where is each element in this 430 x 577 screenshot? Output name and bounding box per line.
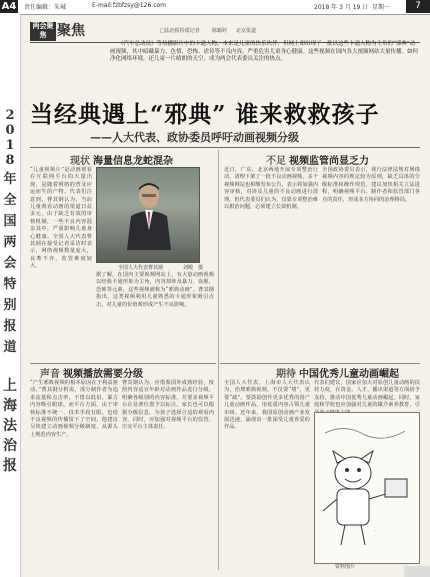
editor-email: E-mail:fzbfzsy@126.com xyxy=(92,2,167,9)
headline: 当经典遇上“邪典” 谁来救救孩子 xyxy=(30,101,380,128)
article-column-1: “儿童视频片”是动画观看在互联网平台的大量出现，是随着网络的普及应运而生的产物。代表们注意到，曹其钢认为，当前儿童观看动画的渠道日益多元，由于缺乏有效的审核机制，一些不良内容混杂其中，严重影响儿童身心健康。全国人大代表曹其钢在接受记者采访时表示，网络视频数量庞大，良莠不齐，监管难度较大。 xyxy=(30,167,92,270)
newspaper-logo-char: 治 xyxy=(3,438,17,454)
cartoon-illustration xyxy=(314,412,420,564)
subheadline: ——人大代表、政协委员呼吁动画视频分级 xyxy=(90,131,299,144)
side-banner-char: 0 xyxy=(5,123,15,138)
side-banner-char: 别 xyxy=(3,298,17,313)
side-banner-char: 道 xyxy=(3,340,17,355)
person-figure xyxy=(123,180,175,250)
section-divider-right xyxy=(220,363,420,364)
page-number: A4 xyxy=(1,1,17,12)
column-divider xyxy=(218,150,219,570)
article-column-6: 近日，广东、北京两地开展专项整治行动，清理下架了一批不良动画视频。多个视频网站也相继发布公告，表示将加强内容审核，对涉及儿童的不良动画进行清理。但代表委员们认为，仅靠专项整治难以根治问题，必须建立长效机制。 xyxy=(224,167,318,211)
side-banner-char: 国 xyxy=(3,214,17,229)
section-divider-left xyxy=(30,363,216,364)
photo-caption: 全国人大代表曹其钢 刘殿 摄 xyxy=(118,265,204,271)
delegate-photo xyxy=(96,167,200,263)
side-banner-char: 全 xyxy=(3,193,17,208)
headline-divider xyxy=(30,147,420,148)
section-label-box xyxy=(30,22,56,41)
editor-label: 责任编辑：朱城 xyxy=(24,4,67,11)
side-banner-char: 会 xyxy=(3,256,17,271)
cartoon-figure xyxy=(315,413,419,563)
page-folio: 7 xyxy=(406,0,430,13)
newspaper-logo-char: 法 xyxy=(3,418,17,434)
article-column-4: “产生邪典视频的根本原因在于利益驱动。”曹其钢分析说，部分制作者为追求流量和点击率，不惜以低俗、暴力内容吸引眼球。而平台方面，由于审核标准不统一、技术手段有限，也给不良视频的传播留下了空间。他建议尽快建立动画视频分级制度，从源头上规范内容生产。 xyxy=(30,380,118,438)
side-banner-char: 年 xyxy=(3,172,17,187)
article-column-7: 全国政协委员表示，现行法律法规对网络视频内容的规定较为原则，缺乏具体的分级标准和操作规范。建议加快相关立法进程，明确视频平台、制作者和监管部门各自的责任，形成多方协同的治理格局。 xyxy=(322,167,420,203)
section-title-voice: 声音 视频播放需要分级 xyxy=(40,369,143,380)
reporter-name: 陈颖婷 xyxy=(212,28,228,34)
side-banner-char: 8 xyxy=(5,153,15,168)
article-column-9: 代表们建议，国家应加大对原创儿童动画的扶持力度，在资金、人才、播出渠道等方面给予支持，推动中国优秀儿童动画崛起。同时，家庭和学校也应加强对儿童的媒介素养教育，引 xyxy=(314,380,420,409)
intro-paragraph: 《汽车总动员》等热播影片中的卡通人物，本来是儿童的快乐伙伴，但网上却出现了一批以这些卡通人物为主角的“邪典”动画视频，其中暗藏暴力、色情、恐怖、虐待等不良内容，严重危害儿童身心健康。这些视频在国内各大视频网站大量传播。如何净化网络环境，还儿童一片晴朗的天空，成为两会代表委员关注的热点。 xyxy=(110,41,419,62)
section-title-expectation: 期待 中国优秀儿童动画崛起 xyxy=(276,369,399,380)
section-title: 聚焦 xyxy=(57,23,85,39)
article-column-2: 据了解，在国内主要视频网站上，有大量动画视频以经典卡通形象为主角，内容却涉及暴力、血腥、恐怖等元素，这些视频被称为“邪典动画”。曹其钢指出，这类视频利用儿童熟悉的卡通形象吸引点击，对儿童的价值观形成产生不良影响。 xyxy=(96,272,214,308)
side-banner-char: 报 xyxy=(3,319,17,334)
illustration-signature: · xyxy=(375,528,377,535)
side-banner-char: 2 xyxy=(5,108,15,123)
newspaper-logo-char: 上 xyxy=(3,378,17,394)
article-column-5: 曹其钢认为，应借鉴国外成熟经验，按照内容适宜年龄对动画作品进行分级，明确各级别的内容标准，并要求视频平台在显著位置予以标注。家长也可以根据分级信息，为孩子选择合适的观看内容。同时，应加强对视频平台的监管，压实平台主体责任。 xyxy=(122,380,214,431)
section-title-shortfall: 不足 视频监管尚显乏力 xyxy=(266,156,369,167)
illustration-caption: 资料图片 xyxy=(335,564,356,570)
page-corner xyxy=(404,566,430,577)
side-banner-char: 特 xyxy=(3,277,17,292)
article-column-8: 全国人大代表、上海市人大代表认为，治理邪典视频，不仅要“堵”，更要“疏”。要鼓励创作更多优秀的国产儿童动画作品，用优质内容占领儿童市场。近年来，我国原创动画产业发展迅速，涌现出一批深受儿童喜爱的作品。 xyxy=(224,380,310,431)
issue-date: 2018 年 3 月 19 日 xyxy=(314,4,369,11)
section-title-status: 现状 海量信息龙蛇混杂 xyxy=(70,156,173,167)
newspaper-logo-char: 海 xyxy=(3,398,17,414)
report-location: 北京报道 xyxy=(236,28,257,34)
reporter-label: □法治报特派记者 xyxy=(160,28,200,34)
side-banner-char: 两 xyxy=(3,235,17,250)
issue-weekday: 星期一 xyxy=(372,4,391,11)
side-banner-char: 1 xyxy=(5,138,15,153)
section-box-label: 两会聚焦 xyxy=(32,22,54,39)
newspaper-logo-char: 报 xyxy=(3,458,17,474)
